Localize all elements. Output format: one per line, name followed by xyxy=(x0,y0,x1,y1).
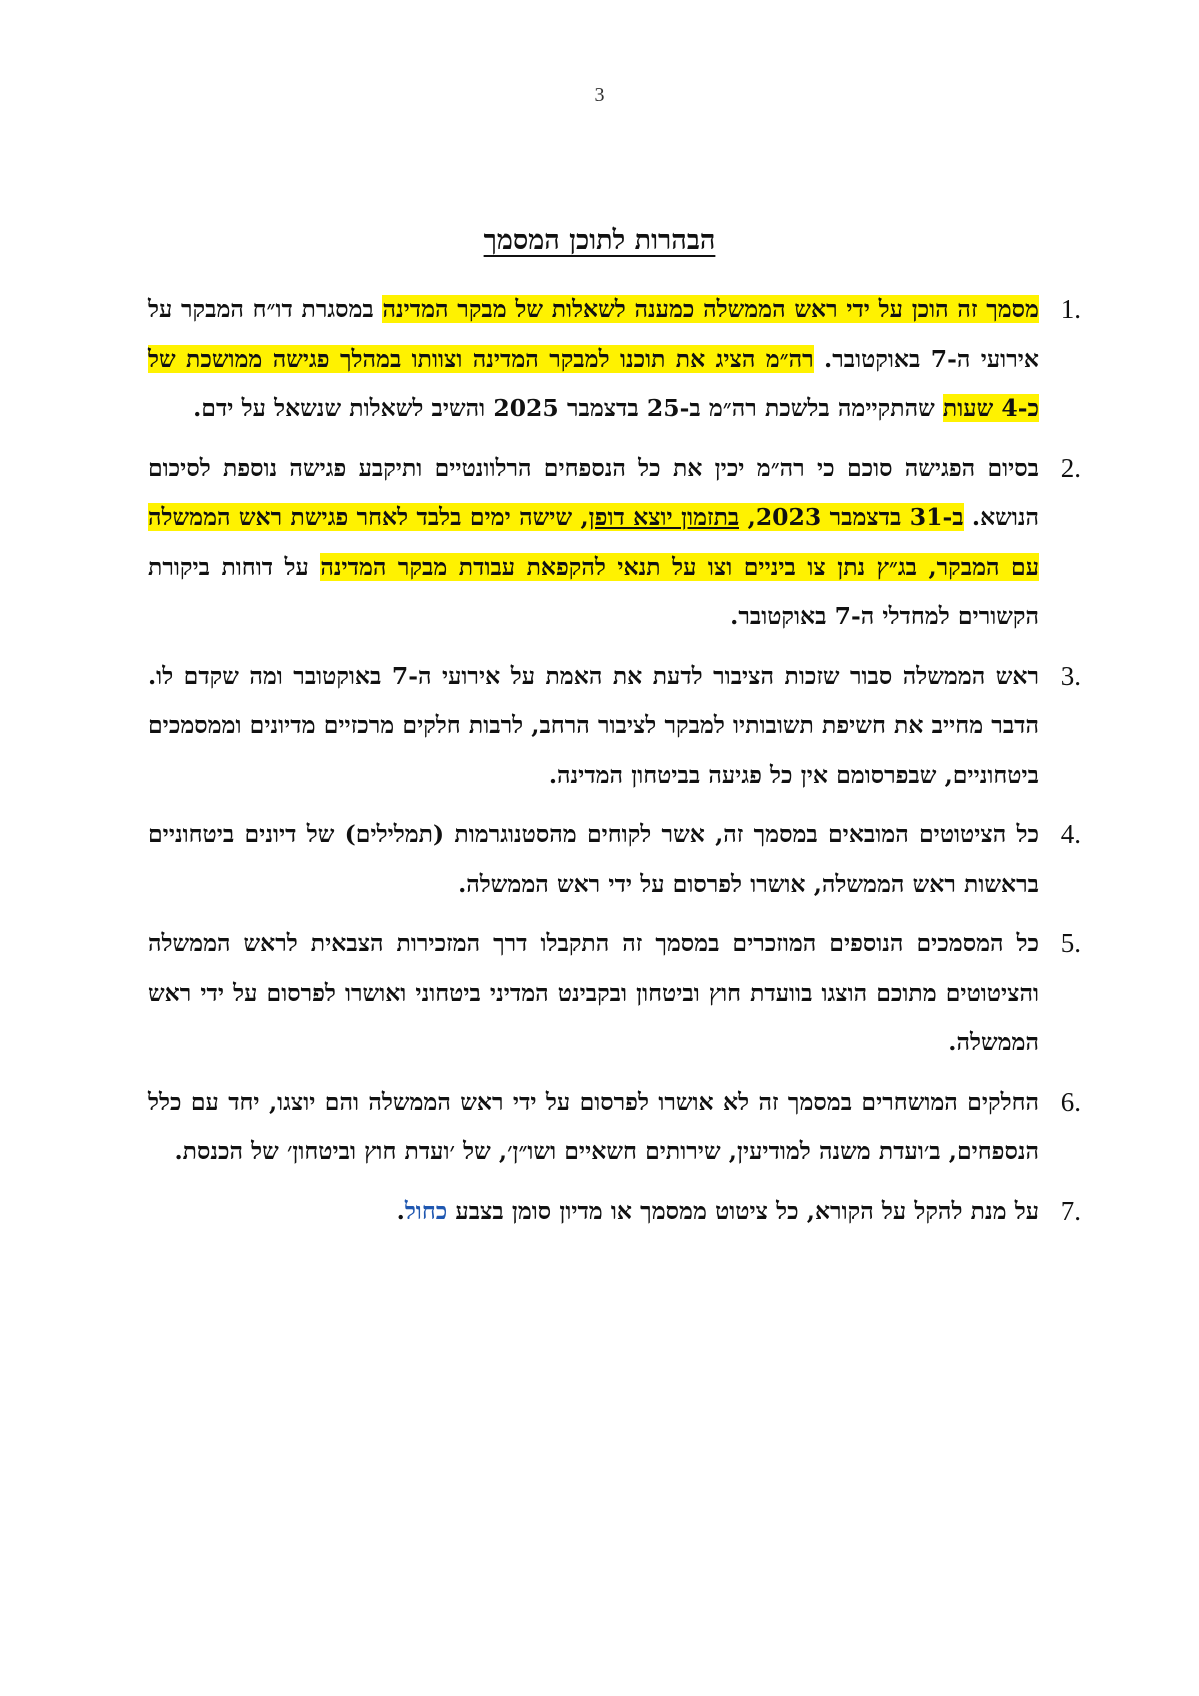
clause-number: .4 xyxy=(1060,819,1081,849)
clause-4 xyxy=(148,810,1081,909)
clause-1 xyxy=(148,285,1081,434)
clause-number: .5 xyxy=(1060,928,1081,958)
clause-6 xyxy=(148,1078,1081,1177)
clause-text: . xyxy=(396,1196,405,1225)
highlighted-underlined-text: בתזמון יוצא דופן xyxy=(588,503,740,531)
document-title: הבהרות לתוכן המסמך xyxy=(483,225,716,256)
clause-text: על מנת להקל על הקורא, כל ציטוט ממסמך או מדיון סומן בצבע xyxy=(447,1196,1039,1225)
clause-number: .1 xyxy=(1060,294,1081,324)
highlighted-text: , שישה ימים בלבד לאחר פגישת ראש הממשלה עם המבקר, בג״ץ נתן צו ביניים וצו על תנאי להקפאת עבודת מבקר המדינה xyxy=(148,503,1039,581)
clause-2 xyxy=(148,444,1081,642)
clause-text: כל המסמכים הנוספים המוזכרים במסמך זה התקבלו דרך המזכירות הצבאית לראש הממשלה והציטוטים מתוכם הוצגו בוועדת חוץ וביטחון ובקבינט המדיני ביטחוני ואושרו לפרסום על ידי ראש הממשלה. xyxy=(148,929,1039,1056)
clause-7 xyxy=(148,1187,1081,1237)
clause-text: בסיום הפגישה סוכם כי רה״מ יכין את כל הנספחים הרלוונטיים ותיקבע פגישה נוספת לסיכום הנושא. xyxy=(148,453,1039,531)
clause-text: ראש הממשלה סבור שזכות הציבור לדעת את האמת על אירועי ה-7 באוקטובר ומה שקדם לו. הדבר מחייב את חשיפת תשובותיו למבקר לציבור הרחב, לרבות חלקים מרכזיים מדיונים וממסמכים ביטחוניים, שבפרסומם אין כל פגיעה בביטחון המדינה. xyxy=(148,661,1039,789)
blue-word: כחול xyxy=(404,1196,448,1225)
clause-number: .2 xyxy=(1060,452,1081,483)
highlighted-text: ב-31 בדצמבר 2023 xyxy=(755,503,964,531)
clause-5 xyxy=(148,919,1081,1068)
highlighted-text: , xyxy=(739,503,756,531)
clause-text: שהתקיימה בלשכת רה״מ ב-25 בדצמבר 2025 והשיב לשאלות שנשאל על ידם. xyxy=(193,394,943,422)
highlighted-text: מסמך זה הוכן על ידי ראש הממשלה כמענה לשאלות של מבקר המדינה xyxy=(382,295,1039,323)
clause-text: במסגרת דו״ח המבקר על אירועי ה-7 באוקטובר. xyxy=(148,295,1039,373)
clause-text: כל הציטוטים המובאים במסמך זה, אשר לקוחים מהסטנוגרמות (תמלילים) של דיונים ביטחוניים בראשות ראש הממשלה, אושרו לפרסום על ידי ראש הממשלה. xyxy=(148,820,1039,898)
clause-text: החלקים המושחרים במסמך זה לא אושרו לפרסום על ידי ראש הממשלה והם יוצגו, יחד עם כלל הנספחים, ב׳ועדת משנה למודיעין, שירותים חשאיים ושו״ן׳, של ׳ועדת חוץ וביטחון׳ של הכנסת. xyxy=(148,1087,1039,1165)
clause-3 xyxy=(148,652,1081,801)
clause-number: .7 xyxy=(1060,1195,1081,1226)
highlighted-text: רה״מ הציג את תוכנו למבקר המדינה וצוותו במהלך פגישה ממושכת של כ-4 שעות xyxy=(148,344,1039,422)
clause-number: .6 xyxy=(1060,1086,1081,1117)
page-number: 3 xyxy=(594,84,605,106)
clause-number: .3 xyxy=(1060,660,1081,691)
clauses-list xyxy=(148,285,1081,1246)
clause-text: על דוחות ביקורת הקשורים למחדלי ה-7 באוקטובר. xyxy=(148,552,1039,630)
